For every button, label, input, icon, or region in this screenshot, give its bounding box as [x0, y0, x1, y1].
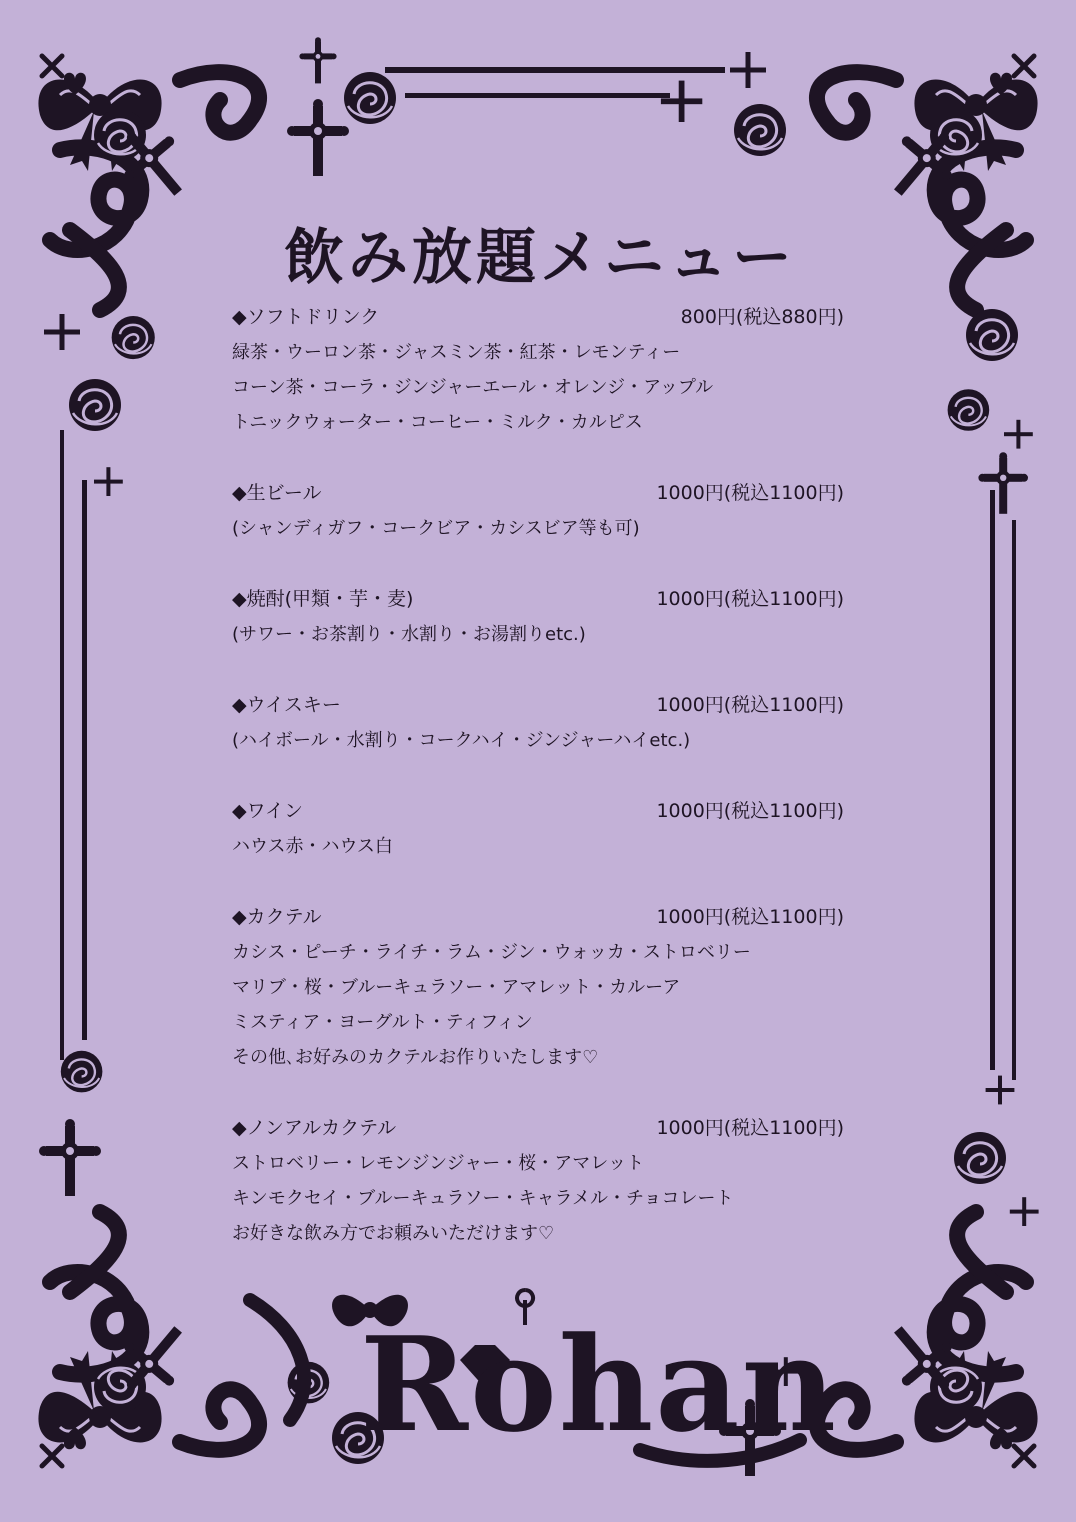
- section-price: 1000円(税込1100円): [656, 588, 844, 610]
- menu-section: [232, 582, 844, 652]
- section-price: 1000円(税込1100円): [656, 906, 844, 928]
- menu-section: [232, 1111, 844, 1251]
- logo-text: Rohan: [360, 1308, 839, 1461]
- right-border: [948, 309, 1039, 1226]
- top-center-ornament: [287, 37, 786, 176]
- section-item-line: (シャンディガフ・コークビア・カシスビア等も可): [232, 518, 640, 539]
- section-header: [232, 582, 844, 617]
- section-header: [232, 300, 844, 335]
- section-item-line: 緑茶・ウーロン茶・ジャスミン茶・紅茶・レモンティー: [232, 342, 681, 363]
- section-name: ◆ウイスキー: [232, 694, 341, 716]
- rohan-logo: [330, 1270, 839, 1461]
- section-header: [232, 1111, 844, 1146]
- section-name: ◆ソフトドリンク: [232, 306, 380, 328]
- menu-section: [232, 900, 844, 1075]
- section-header: [232, 476, 844, 511]
- section-item-line: お好きな飲み方でお頼みいただけます♡: [232, 1223, 555, 1244]
- section-item-line: キンモクセイ・ブルーキュラソー・キャラメル・チョコレート: [232, 1188, 734, 1209]
- section-price: 1000円(税込1100円): [656, 694, 844, 716]
- menu-section: [232, 300, 844, 440]
- drink-menu-list: [232, 300, 844, 1287]
- section-name: ◆カクテル: [232, 906, 322, 928]
- left-border: [39, 314, 155, 1196]
- menu-section: [232, 794, 844, 864]
- top-right-ornament: [817, 56, 1038, 310]
- section-header: [232, 900, 844, 935]
- bottom-right-ornament: [817, 1212, 1038, 1466]
- section-item-line: トニックウォーター・コーヒー・ミルク・カルピス: [232, 412, 643, 433]
- section-header: [232, 688, 844, 723]
- menu-section: [232, 476, 844, 546]
- section-item-line: ストロベリー・レモンジンジャー・桜・アマレット: [232, 1153, 645, 1174]
- section-name: ◆生ビール: [232, 482, 322, 504]
- section-price: 1000円(税込1100円): [656, 800, 844, 822]
- top-left-ornament: [38, 56, 259, 310]
- section-item-line: (サワー・お茶割り・水割り・お湯割りetc.): [232, 624, 586, 645]
- section-price: 1000円(税込1100円): [656, 482, 844, 504]
- section-name: ◆焼酎(甲類・芋・麦): [232, 588, 414, 610]
- section-item-line: ミスティア・ヨーグルト・ティフィン: [232, 1012, 533, 1033]
- section-item-line: コーン茶・コーラ・ジンジャーエール・オレンジ・アップル: [232, 377, 714, 398]
- section-price: 1000円(税込1100円): [656, 1117, 844, 1139]
- menu-section: [232, 688, 844, 758]
- page-title: 飲み放題メニュー: [284, 223, 796, 293]
- section-header: [232, 794, 844, 829]
- section-item-line: カシス・ピーチ・ライチ・ラム・ジン・ウォッカ・ストロベリー: [232, 942, 751, 963]
- section-item-line: その他､お好みのカクテルお作りいたします♡: [232, 1047, 599, 1068]
- section-item-line: マリブ・桜・ブルーキュラソー・アマレット・カルーア: [232, 977, 681, 998]
- section-name: ◆ワイン: [232, 800, 304, 822]
- bottom-left-ornament: [38, 1212, 259, 1466]
- section-item-line: ハウス赤・ハウス白: [232, 836, 393, 857]
- section-item-line: (ハイボール・水割り・コークハイ・ジンジャーハイetc.): [232, 730, 691, 751]
- section-name: ◆ノンアルカクテル: [232, 1117, 397, 1139]
- section-price: 800円(税込880円): [680, 306, 844, 328]
